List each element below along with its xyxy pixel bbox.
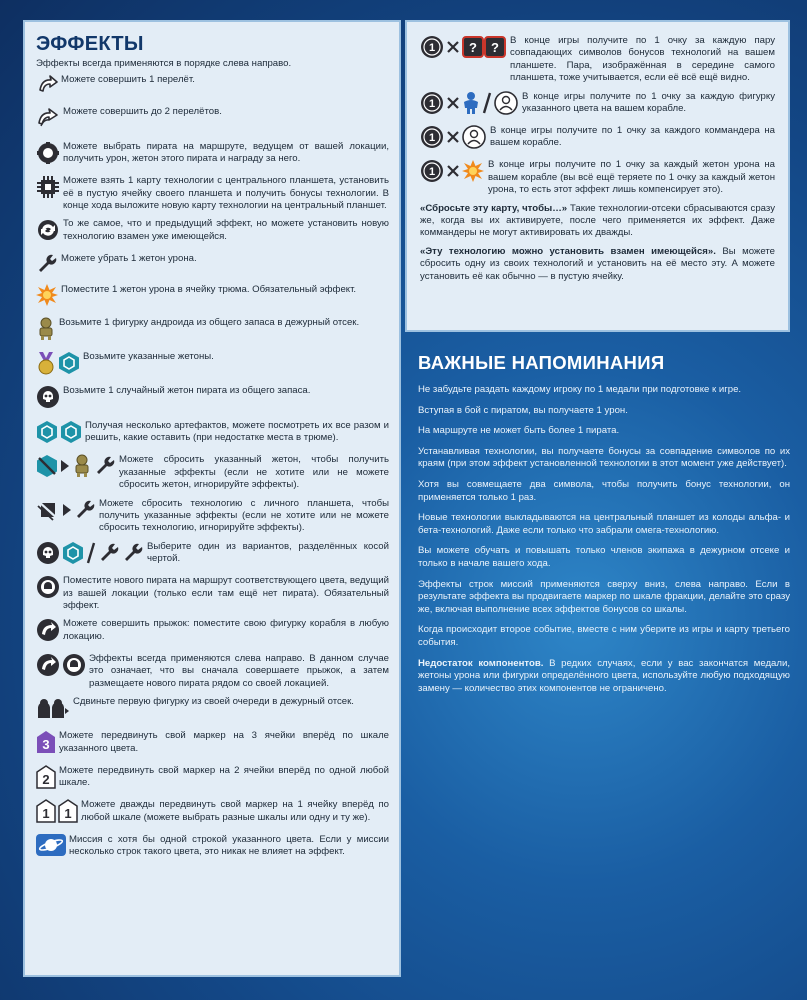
scoring-note-heading: «Эту технологию можно установить взамен имеющейся». xyxy=(420,245,716,257)
effect-icons xyxy=(36,575,60,603)
reminder-text: Вы можете обучать и повышать только членов экипажа в дежурном отсеке и только в начале вашего хода. xyxy=(418,545,790,569)
effects-subtitle: Эффекты всегда применяются в порядке слева направо. xyxy=(36,58,292,69)
scoring-note-heading: «Сбросьте эту карту, чтобы…» xyxy=(420,202,568,214)
scoring-text: В конце игры получите по 1 очку за каждую фигурку указанного цвета на вашем корабле. xyxy=(522,90,775,115)
reminder-text: На маршруте не может быть более 1 пирата. xyxy=(418,425,620,437)
mission-planet-icon xyxy=(36,834,66,860)
effect-text: Можете выбрать пирата на маршруте, ведущем от вашей локации, получить урон, жетон этого пирата и награду за него. xyxy=(63,140,389,165)
slash-icon xyxy=(482,91,492,119)
effect-icons xyxy=(36,696,70,724)
reminder-text: В редких случаях, если у вас закончатся медали, жетоны урона или фигурки определённого цвета, используйте любую подходящую замену — количество этих компонентов не ограничено. xyxy=(418,657,791,694)
effect-row xyxy=(36,351,389,379)
scoring-list xyxy=(420,35,775,197)
effect-icons xyxy=(36,284,58,310)
point-icon xyxy=(420,159,444,187)
pirate-skull-icon xyxy=(36,385,60,413)
wrench-icon xyxy=(98,542,120,568)
svg-text:1: 1 xyxy=(428,166,436,179)
wrench-icon xyxy=(36,253,58,279)
track-3-icon xyxy=(36,730,56,758)
effect-row xyxy=(36,385,389,413)
scoring-row xyxy=(420,159,775,196)
times-icon xyxy=(446,164,460,182)
wrench-icon xyxy=(94,455,116,481)
effect-row xyxy=(36,653,389,690)
svg-text:?: ? xyxy=(469,40,477,55)
effect-text: Можете сбросить указанный жетон, чтобы получить указанные эффекты (если не хотите или не можете сбросить жетон, игнорируйте эффекты). xyxy=(119,454,389,491)
arrow-right-icon xyxy=(60,459,70,477)
track-2-icon xyxy=(36,765,56,793)
reminder-text: Когда происходит второе событие, вместе с ним уберите из игры и карту третьего события. xyxy=(418,624,790,648)
artifact-hex-icon xyxy=(36,420,58,448)
effect-text: Эффекты всегда применяются слева направо. В данном случае это означает, что вы сначала совершаете прыжок, а затем размещаете нового пирата рядом со своей локацией. xyxy=(89,652,389,689)
reminders-section xyxy=(418,352,790,703)
effect-text: Можете убрать 1 жетон урона. xyxy=(61,252,197,264)
svg-text:3: 3 xyxy=(42,737,50,753)
effect-text: Можете взять 1 карту технологии с центрального планшета, установить её в пустую ячейку своего планшета и получить бонусы технологии. В конце хода выложите новую карту технологии на центральный планшет. xyxy=(63,175,389,212)
effects-title: ЭФФЕКТЫ xyxy=(36,33,144,55)
times-icon xyxy=(446,96,460,114)
reminders-list xyxy=(418,384,790,695)
pirate-skull-icon xyxy=(36,541,60,569)
arrow-right-icon xyxy=(62,503,72,521)
effect-row xyxy=(36,834,389,860)
reminder-item xyxy=(418,545,790,570)
reminder-heading: Недостаток компонентов. xyxy=(418,657,544,669)
svg-text:?: ? xyxy=(491,40,499,55)
track-1-icon xyxy=(36,799,56,827)
scoring-text: В конце игры получите по 1 очку за каждый жетон урона на вашем корабле (вы всё ещё теряете по 1 очку за каждый жетон урона, то есть этот эффект лишь компенсирует это). xyxy=(488,159,775,196)
effect-text: Получая несколько артефактов, можете посмотреть их все разом и решить, какие оставить (при недостатке места в трюме). xyxy=(85,419,389,444)
scoring-icons xyxy=(420,125,486,153)
reminder-text: Устанавливая технологии, вы получаете бонусы за совпадение символов по их краям (при этом эффект установленной технологии в этот момент уже действует). xyxy=(418,445,790,470)
chip-replace-icon xyxy=(36,218,60,246)
reminder-item xyxy=(418,479,790,504)
effect-text: Можете дважды передвинуть свой маркер на 1 ячейку вперёд по любой шкале (можете выбрать разные шкалы или одну и ту же). xyxy=(81,799,389,823)
jump-arrow-icon xyxy=(36,74,58,100)
effect-row xyxy=(36,541,389,569)
reminder-item xyxy=(418,446,790,471)
effect-text: Можете сбросить технологию с личного планшета, чтобы получить указанные эффекты (если не хотите или не можете сбросить технологию, игнорируйте эффекты). xyxy=(99,497,389,534)
effect-icons xyxy=(36,141,60,169)
effect-row xyxy=(36,141,389,169)
effect-icons xyxy=(36,253,58,279)
new-pirate-icon xyxy=(36,575,60,603)
wrench-icon xyxy=(122,542,144,568)
scoring-note-text: Такие технологии-отсеки сбрасываются сразу же, когда вы их активируете, после чего применяется их эффект. Даже коммандеры не могут активировать их дважды. xyxy=(420,202,775,239)
effect-row xyxy=(36,765,389,793)
effect-icons xyxy=(36,653,86,681)
damage-burst-icon xyxy=(462,160,484,186)
point-icon xyxy=(420,125,444,153)
scoring-icons xyxy=(420,159,484,187)
effect-icons xyxy=(36,498,96,526)
point-icon xyxy=(420,91,444,119)
effect-icons xyxy=(36,765,56,793)
scoring-note-text: Вы можете сбросить одну из своих технологий и установить на её место эту. А можете установить её как обычно — в пустую ячейку. xyxy=(420,245,775,282)
effect-row xyxy=(36,218,389,246)
effect-row xyxy=(36,730,389,758)
effect-icons xyxy=(36,74,58,100)
reminder-text: Вступая в бой с пиратом, вы получаете 1 урон. xyxy=(418,404,628,416)
reminder-text: Новые технологии выкладываются на центральный планшет из колоды альфа- и бета-технологий. Даже если только что забрали омега-технологию. xyxy=(418,512,790,536)
effect-text: Поместите нового пирата на маршрут соответствующего цвета, ведущий из вашей локации (только если там ещё нет пирата). Обязательный эффект. xyxy=(63,575,389,611)
effect-icons xyxy=(36,541,144,569)
effect-row xyxy=(36,575,389,612)
wrench-icon xyxy=(74,499,96,525)
effect-icons xyxy=(36,317,56,345)
svg-text:1: 1 xyxy=(428,42,436,54)
svg-text:1: 1 xyxy=(64,806,72,822)
effect-icons xyxy=(36,618,60,646)
reminder-item xyxy=(418,512,790,537)
effect-text: То же самое, что и предыдущий эффект, но можете установить новую технологию взамен уже имеющейся. xyxy=(63,218,389,242)
effect-text: Возьмите 1 фигурку андроида из общего запаса в дежурный отсек. xyxy=(59,316,360,328)
scoring-text: В конце игры получите по 1 очку за каждого коммандера на вашем корабле. xyxy=(490,125,775,149)
svg-text:1: 1 xyxy=(42,806,50,822)
reminder-item xyxy=(418,624,790,649)
effect-icons xyxy=(36,799,78,827)
android-icon xyxy=(72,454,92,482)
effect-row xyxy=(36,106,389,134)
effect-icons xyxy=(36,385,60,413)
svg-text:1: 1 xyxy=(428,132,436,145)
effect-icons xyxy=(36,175,60,203)
commander-icon xyxy=(494,91,518,119)
reminders-title: ВАЖНЫЕ НАПОМИНАНИЯ xyxy=(418,352,665,373)
android-icon xyxy=(36,317,56,345)
reminder-text: Эффекты строк миссий применяются сверху вниз, слева направо. Если в результате эффекта вы продвигаете маркер по шкале фракции, делайте это сразу же, включая выполнение всех эффектов бонусов со шкалы. xyxy=(418,578,790,615)
times-icon xyxy=(446,40,460,58)
effect-icons xyxy=(36,106,60,134)
artifact-hex-icon xyxy=(60,420,82,448)
effect-row xyxy=(36,253,389,279)
effect-text: Возьмите 1 случайный жетон пирата из общего запаса. xyxy=(63,385,311,397)
effect-row xyxy=(36,74,389,100)
scoring-row xyxy=(420,125,775,153)
reminder-item xyxy=(418,658,790,696)
times-icon xyxy=(446,130,460,148)
scoring-row xyxy=(420,91,775,119)
track-1-icon xyxy=(58,799,78,827)
crew-figure-icon xyxy=(462,91,480,119)
effect-text: Можете совершить до 2 перелётов. xyxy=(63,106,222,118)
discard-token-icon xyxy=(36,454,58,482)
damage-burst-icon xyxy=(36,284,58,310)
scoring-note xyxy=(420,203,775,240)
effect-text: Можете совершить прыжок: поместите свою фигурку корабля в любую локацию. xyxy=(63,618,389,642)
point-icon xyxy=(420,35,444,63)
effect-text: Сдвиньте первую фигурку из своей очереди в дежурный отсек. xyxy=(73,695,354,707)
medal-icon xyxy=(36,351,56,379)
reminder-item xyxy=(418,425,790,438)
hyperjump-icon xyxy=(36,653,60,681)
scoring-text: В конце игры получите по 1 очку за каждую пару совпадающих символов бонусов технологий на вашем планшете. Пара, изображённая в середине самого планшета, тоже учитывается, если её всё ещё видно. xyxy=(510,35,775,84)
svg-text:2: 2 xyxy=(42,771,50,787)
effect-text: Можете передвинуть свой маркер на 3 ячейки вперёд по шкале указанного цвета. xyxy=(59,730,389,754)
slash-icon xyxy=(86,541,96,569)
effect-row xyxy=(36,618,389,646)
scoring-row xyxy=(420,35,775,85)
discard-tech-icon xyxy=(36,498,60,526)
scoring-panel xyxy=(405,20,790,332)
pirate-fight-icon xyxy=(36,141,60,169)
effect-row xyxy=(36,317,389,345)
bonus-pair-icon xyxy=(462,35,506,63)
hyperjump-icon xyxy=(36,618,60,646)
effect-text: Поместите 1 жетон урона в ячейку трюма. Обязательный эффект. xyxy=(61,284,357,296)
effect-row xyxy=(36,498,389,535)
reminder-item xyxy=(418,384,790,397)
effect-icons xyxy=(36,351,80,379)
effect-row xyxy=(36,696,389,724)
commander-icon xyxy=(462,125,486,153)
queue-shift-icon xyxy=(36,696,70,724)
effect-row xyxy=(36,175,389,212)
reminder-item xyxy=(418,405,790,418)
effect-text: Миссия с хотя бы одной строкой указанного цвета. Если у миссии несколько строк такого цвета, это никак не влияет на эффект. xyxy=(69,833,389,857)
effect-text: Можете совершить 1 перелёт. xyxy=(61,74,195,85)
svg-text:1: 1 xyxy=(428,97,436,110)
effect-icons xyxy=(36,420,82,448)
reminder-text: Не забудьте раздать каждому игроку по 1 медали при подготовке к игре. xyxy=(418,384,742,395)
effect-icons xyxy=(36,834,66,860)
chip-technology-icon xyxy=(36,175,60,203)
scoring-icons xyxy=(420,91,518,119)
new-pirate-icon xyxy=(62,653,86,681)
effect-row xyxy=(36,420,389,448)
scoring-note xyxy=(420,246,775,283)
double-jump-arrow-icon xyxy=(36,106,60,134)
artifact-hex-icon xyxy=(62,541,84,569)
effect-row xyxy=(36,799,389,827)
effect-text: Можете передвинуть свой маркер на 2 ячейки вперёд по одной любой шкале. xyxy=(59,764,389,789)
effect-text: Выберите один из вариантов, разделённых косой чертой. xyxy=(147,540,389,565)
effect-icons xyxy=(36,454,116,482)
artifact-hex-icon xyxy=(58,351,80,379)
effect-icons xyxy=(36,218,60,246)
scoring-notes xyxy=(420,203,775,283)
effect-row xyxy=(36,284,389,310)
reminder-item xyxy=(418,579,790,617)
scoring-icons xyxy=(420,35,506,63)
effect-row xyxy=(36,454,389,491)
effect-text: Возьмите указанные жетоны. xyxy=(83,351,214,363)
effect-icons xyxy=(36,730,56,758)
effects-list xyxy=(36,74,389,860)
reminder-text: Хотя вы совмещаете два символа, чтобы получить бонус технологии, он применяется только 1 раз. xyxy=(418,478,790,503)
effects-panel xyxy=(23,20,401,977)
